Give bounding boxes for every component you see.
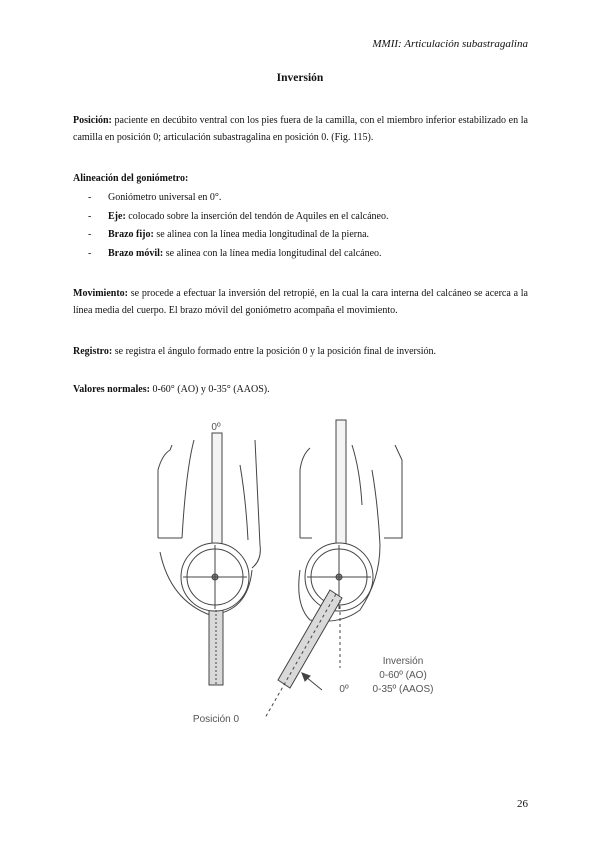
list-item-text: Goniómetro universal en 0°. bbox=[108, 192, 222, 203]
zero-right-label: 0º bbox=[339, 684, 349, 695]
movement-paragraph bbox=[73, 285, 528, 319]
inversion-caption-title: Inversión bbox=[382, 656, 424, 667]
list-item bbox=[88, 208, 528, 227]
inversion-caption-aaos: 0-35º (AAOS) bbox=[372, 684, 434, 695]
section-title: Inversión bbox=[276, 72, 324, 84]
running-header: MMII: Articulación subastragalina bbox=[372, 38, 528, 50]
alignment-list bbox=[88, 189, 528, 263]
left-leg-inner bbox=[182, 440, 194, 538]
goniometer-illustration bbox=[140, 415, 470, 730]
right-leg-inner bbox=[352, 445, 362, 505]
list-item-text: colocado sobre la inserción del tendón de Aquiles en el calcáneo. bbox=[125, 210, 389, 222]
list-item-label: Brazo móvil: bbox=[108, 247, 164, 259]
normal-values-paragraph bbox=[73, 381, 528, 398]
right-leg-outline bbox=[300, 448, 310, 538]
movement-label: Movimiento: bbox=[73, 288, 128, 299]
right-leg-right bbox=[384, 445, 402, 538]
left-leg-right bbox=[252, 440, 260, 568]
position-label: Posición: bbox=[73, 115, 112, 126]
position-zero-caption: Posición 0 bbox=[192, 714, 240, 725]
right-moving-arm bbox=[278, 590, 342, 688]
left-leg-outline bbox=[158, 445, 172, 538]
normal-values-label: Valores normales: bbox=[73, 384, 150, 395]
list-item-text: se alinea con la línea media longitudinal de la pierna. bbox=[153, 229, 370, 240]
left-goniometer bbox=[181, 433, 249, 685]
position-text: paciente en decúbito ventral con los pies fuera de la camilla, con el miembro inferior estabilizado en la camilla en posición 0; articulación subastragalina en posición 0. (Fig. 115). bbox=[73, 115, 528, 143]
list-item-label: Eje: bbox=[108, 210, 126, 222]
alignment-heading-label: Alineación del goniómetro: bbox=[73, 173, 189, 184]
list-item bbox=[88, 245, 528, 264]
list-item-label: Brazo fijo: bbox=[108, 229, 154, 240]
zero-top-label: 0º bbox=[211, 422, 221, 433]
right-fixed-arm bbox=[336, 420, 346, 550]
left-tendon-line bbox=[240, 465, 248, 540]
movement-text: se procede a efectuar la inversión del retropié, en la cual la cara interna del calcáneo se acerca a la línea media del cuerpo. El brazo móvil del goniómetro acompaña el movimiento. bbox=[73, 288, 528, 316]
inversion-caption-ao: 0-60º (AO) bbox=[379, 670, 427, 681]
list-dash: - bbox=[88, 210, 92, 222]
record-text: se registra el ángulo formado entre la posición 0 y la posición final de inversión. bbox=[112, 346, 437, 357]
list-item bbox=[88, 189, 528, 208]
page-number: 26 bbox=[517, 798, 528, 810]
list-dash: - bbox=[88, 192, 92, 203]
record-label: Registro: bbox=[73, 346, 113, 357]
list-dash: - bbox=[88, 229, 92, 240]
alignment-heading bbox=[73, 170, 528, 187]
position-paragraph bbox=[73, 112, 528, 146]
list-item-text: se alinea con la línea media longitudinal del calcáneo. bbox=[163, 247, 382, 259]
left-fixed-arm bbox=[212, 433, 222, 553]
normal-values-text: 0-60° (AO) y 0-35° (AAOS). bbox=[149, 384, 270, 395]
record-paragraph bbox=[73, 343, 528, 360]
list-dash: - bbox=[88, 247, 92, 259]
list-item bbox=[88, 226, 528, 245]
